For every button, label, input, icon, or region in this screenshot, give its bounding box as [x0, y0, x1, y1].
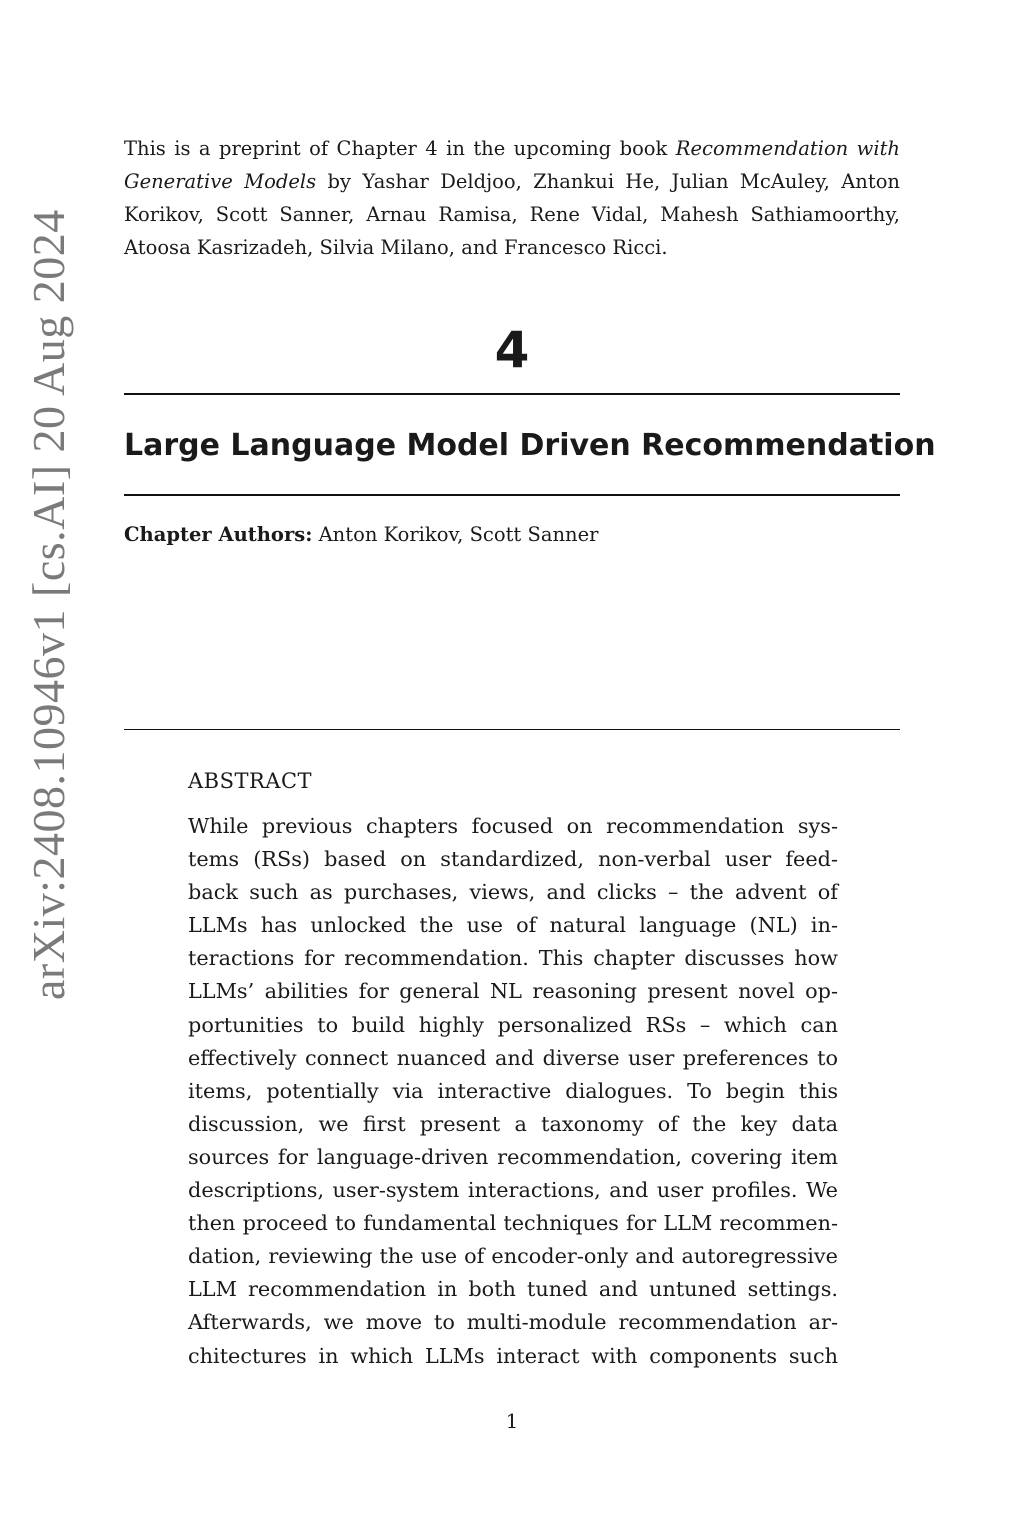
abstract-line: dation, reviewing the use of encoder-only and autoregressive [188, 1244, 838, 1269]
abstract-line: descriptions, user-system interactions, and user profiles. We [188, 1178, 838, 1203]
preprint-notice-editors: by Yashar Deldjoo, Zhankui He, Julian McAuley, Anton Korikov, Scott Sanner, Arnau Ramisa, Rene Vidal, Mahesh Sathiamoorthy, Atoosa Kasrizadeh, Silvia Milano, and Francesco Ricci. [124, 170, 900, 259]
chapter-number: 4 [494, 321, 530, 379]
abstract-line: then proceed to fundamental techniques for LLM recommen- [188, 1211, 838, 1236]
abstract-line: LLM recommendation in both tuned and untuned settings. [188, 1277, 838, 1302]
abstract-line: effectively connect nuanced and diverse user preferences to [188, 1045, 838, 1070]
abstract-line: portunities to build highly personalized RSs – which can [188, 1012, 838, 1037]
chapter-authors-label: Chapter Authors: [124, 523, 313, 546]
abstract-line: discussion, we first present a taxonomy of the key data [188, 1111, 838, 1136]
arxiv-identifier-stamp: arXiv:2408.10946v1 [cs.AI] 20 Aug 2024 [23, 209, 74, 1000]
preprint-notice-lead: This is a preprint of Chapter 4 in the upcoming book [124, 137, 676, 160]
chapter-authors [124, 518, 598, 551]
section-divider-rule [124, 729, 900, 730]
chapter-title: Large Language Model Driven Recommendation [124, 428, 936, 463]
abstract-line: sources for language-driven recommendation, covering item [188, 1144, 838, 1169]
title-bottom-rule [124, 494, 900, 496]
abstract-body [188, 810, 838, 1373]
abstract-heading: ABSTRACT [188, 769, 313, 793]
abstract-line: While previous chapters focused on recommendation sys- [188, 814, 838, 838]
abstract-line: Afterwards, we move to multi-module recommendation ar- [188, 1310, 838, 1335]
page-number: 1 [505, 1409, 519, 1433]
abstract-line: LLMs has unlocked the use of natural language (NL) in- [188, 913, 838, 938]
abstract-line: chitectures in which LLMs interact with components such [188, 1343, 838, 1368]
title-top-rule [124, 393, 900, 395]
abstract-line: teractions for recommendation. This chapter discusses how [188, 946, 838, 971]
abstract-line: LLMs’ abilities for general NL reasoning present novel op- [188, 979, 838, 1004]
abstract-line: tems (RSs) based on standardized, non-verbal user feed- [188, 847, 838, 872]
abstract-line: back such as purchases, views, and clicks – the advent of [188, 880, 838, 905]
preprint-notice [124, 132, 900, 264]
book-title: Recommendation with Generative Models [124, 137, 900, 193]
chapter-authors-names: Anton Korikov, Scott Sanner [312, 523, 599, 546]
abstract-line: items, potentially via interactive dialogues. To begin this [188, 1078, 838, 1103]
